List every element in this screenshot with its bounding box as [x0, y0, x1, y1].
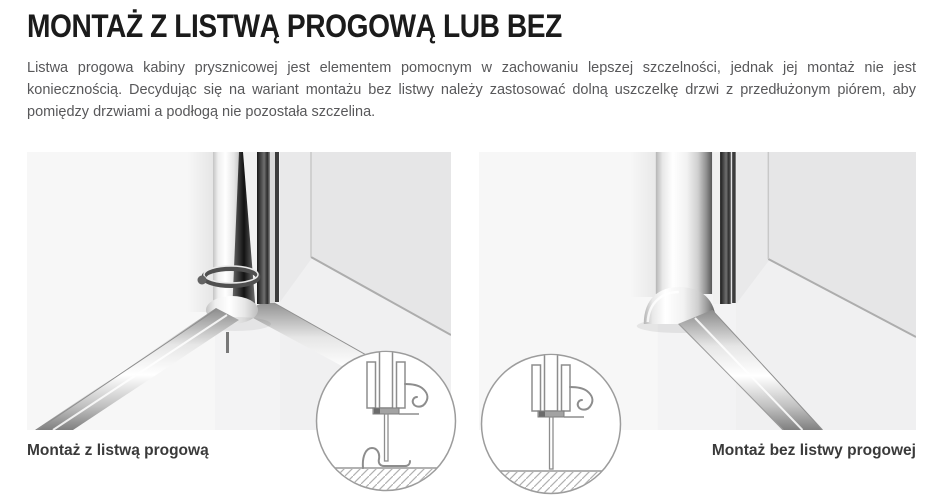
- figures-row: [27, 152, 916, 430]
- caption-without-strip: Montaż bez listwy progowej: [711, 442, 916, 459]
- seal-cross-section-with-strip-diagram: [313, 348, 459, 494]
- glass-edge-seal: [257, 152, 270, 304]
- seal-fin: [385, 414, 389, 461]
- extended-seal-fin: [550, 417, 554, 469]
- intro-paragraph: Listwa progowa kabiny prysznicowej jest elementem pomocnym w zachowaniu lepszej szczelności, jednak jej montaż nie jest koniecznością. Decydując się na wariant montażu bez listwy należy zastosować dolną uszczelkę drzwi z przedłużonym piórem, aby pomiędzy drzwiami a podłogą nie pozostała szczelina.: [27, 60, 916, 120]
- detail-inset-with-strip: [313, 348, 459, 494]
- detail-inset-without-strip: [478, 351, 624, 497]
- page-title: MONTAŻ Z LISTWĄ PROGOWĄ LUB BEZ: [27, 8, 562, 44]
- seal-cross-section-no-strip-diagram: [478, 351, 624, 497]
- content-area: [0, 8, 943, 462]
- captions-row: [27, 440, 916, 462]
- glass-edge-seal: [720, 152, 731, 304]
- seal-pin: [226, 332, 229, 353]
- caption-with-strip: Montaż z listwą progową: [27, 442, 209, 459]
- chrome-door-profile: [656, 152, 712, 294]
